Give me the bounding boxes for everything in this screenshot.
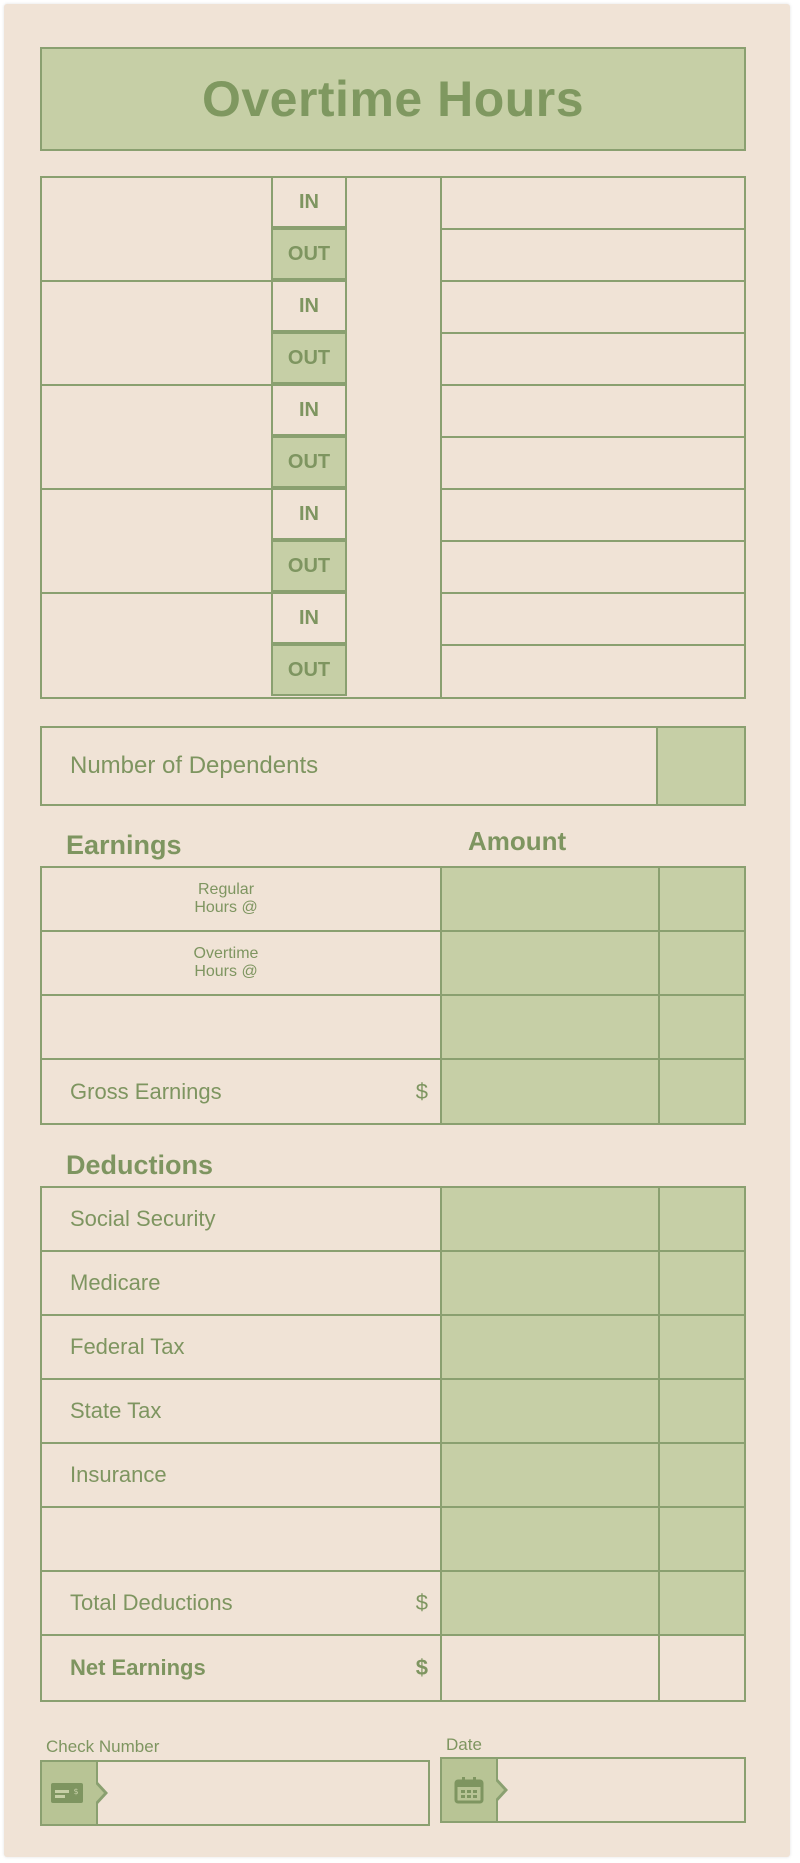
date-field[interactable] bbox=[440, 1757, 746, 1823]
net-earnings-label: Net Earnings bbox=[70, 1655, 206, 1680]
day-cell-2[interactable] bbox=[40, 280, 272, 384]
deductions-table bbox=[40, 1186, 746, 1702]
amount-cell[interactable] bbox=[442, 1572, 660, 1634]
out-label-5: OUT bbox=[271, 644, 347, 696]
overtime-label: Overtime bbox=[193, 945, 259, 962]
regular-hours-label: Hours @ bbox=[194, 899, 258, 916]
day-cell-1[interactable] bbox=[40, 176, 272, 280]
amount-cell[interactable] bbox=[442, 1252, 660, 1314]
out-label-3: OUT bbox=[271, 436, 347, 488]
amount-heading: Amount bbox=[468, 826, 567, 856]
earnings-table bbox=[40, 866, 746, 1125]
overtime-hours-label: Hours @ bbox=[194, 963, 258, 980]
day-cell-5[interactable] bbox=[40, 592, 272, 696]
out-label-4: OUT bbox=[271, 540, 347, 592]
dependents-label: Number of Dependents bbox=[70, 752, 319, 779]
deduction-row bbox=[42, 1380, 744, 1444]
regular-label: Regular bbox=[197, 881, 255, 898]
deduction-row bbox=[42, 1252, 744, 1316]
amount-cell[interactable] bbox=[442, 1060, 660, 1123]
deduction-row bbox=[42, 1188, 744, 1252]
timecard bbox=[4, 4, 790, 1857]
check-number-field[interactable] bbox=[40, 1760, 430, 1826]
out-label-1: OUT bbox=[271, 228, 347, 280]
net-earnings-row bbox=[42, 1636, 744, 1700]
dependents-input-box[interactable] bbox=[656, 728, 744, 804]
amount-cell[interactable] bbox=[442, 1508, 660, 1570]
amount-cell[interactable] bbox=[442, 1316, 660, 1378]
amount-cell[interactable] bbox=[442, 1636, 660, 1700]
cents-cell[interactable] bbox=[660, 1636, 744, 1700]
amount-cell[interactable] bbox=[442, 996, 660, 1058]
in-label-3: IN bbox=[271, 384, 347, 436]
earnings-heading: Earnings bbox=[66, 830, 182, 860]
deduction-label: State Tax bbox=[70, 1398, 162, 1423]
dollar-sign: $ bbox=[415, 1590, 428, 1615]
day-cell-3[interactable] bbox=[40, 384, 272, 488]
total-deductions-label: Total Deductions bbox=[70, 1590, 233, 1615]
in-label-4: IN bbox=[271, 488, 347, 540]
cents-cell[interactable] bbox=[660, 1188, 744, 1250]
check-icon bbox=[42, 1762, 98, 1824]
cents-cell[interactable] bbox=[660, 1572, 744, 1634]
deduction-label: Federal Tax bbox=[70, 1334, 185, 1359]
dollar-sign: $ bbox=[415, 1078, 428, 1104]
deductions-heading: Deductions bbox=[66, 1150, 214, 1180]
earnings-row-regular bbox=[42, 868, 744, 932]
cents-cell[interactable] bbox=[660, 1444, 744, 1506]
amount-cell[interactable] bbox=[442, 932, 660, 994]
in-label-5: IN bbox=[271, 592, 347, 644]
cents-cell[interactable] bbox=[660, 1060, 744, 1123]
deduction-row bbox=[42, 1444, 744, 1508]
amount-cell[interactable] bbox=[442, 1188, 660, 1250]
in-label-1: IN bbox=[271, 176, 347, 228]
cents-cell[interactable] bbox=[660, 1252, 744, 1314]
earnings-row-gross bbox=[42, 1060, 744, 1123]
time-grid bbox=[40, 176, 746, 699]
amount-cell[interactable] bbox=[442, 868, 660, 930]
deduction-label: Medicare bbox=[70, 1270, 161, 1295]
cents-cell[interactable] bbox=[660, 1508, 744, 1570]
calendar-icon bbox=[442, 1759, 498, 1821]
title-banner bbox=[40, 47, 746, 151]
date-label: Date bbox=[446, 1735, 482, 1754]
page-title: Overtime Hours bbox=[201, 71, 585, 127]
amount-cell[interactable] bbox=[442, 1380, 660, 1442]
dependents-row bbox=[40, 726, 746, 806]
dollar-sign: $ bbox=[415, 1655, 428, 1680]
cents-cell[interactable] bbox=[660, 868, 744, 930]
earnings-row-overtime bbox=[42, 932, 744, 996]
check-number-label: Check Number bbox=[46, 1737, 160, 1756]
cents-cell[interactable] bbox=[660, 996, 744, 1058]
cents-cell[interactable] bbox=[660, 1316, 744, 1378]
total-deductions-row bbox=[42, 1572, 744, 1636]
cents-cell[interactable] bbox=[660, 932, 744, 994]
gross-earnings-label: Gross Earnings bbox=[70, 1078, 222, 1104]
in-label-2: IN bbox=[271, 280, 347, 332]
earnings-row-blank bbox=[42, 996, 744, 1060]
deduction-label: Social Security bbox=[70, 1206, 216, 1231]
out-label-2: OUT bbox=[271, 332, 347, 384]
cents-cell[interactable] bbox=[660, 1380, 744, 1442]
deduction-row-blank bbox=[42, 1508, 744, 1572]
day-cell-4[interactable] bbox=[40, 488, 272, 592]
deduction-label: Insurance bbox=[70, 1462, 167, 1487]
svg-text:$: $ bbox=[73, 1787, 79, 1796]
amount-cell[interactable] bbox=[442, 1444, 660, 1506]
deduction-row bbox=[42, 1316, 744, 1380]
